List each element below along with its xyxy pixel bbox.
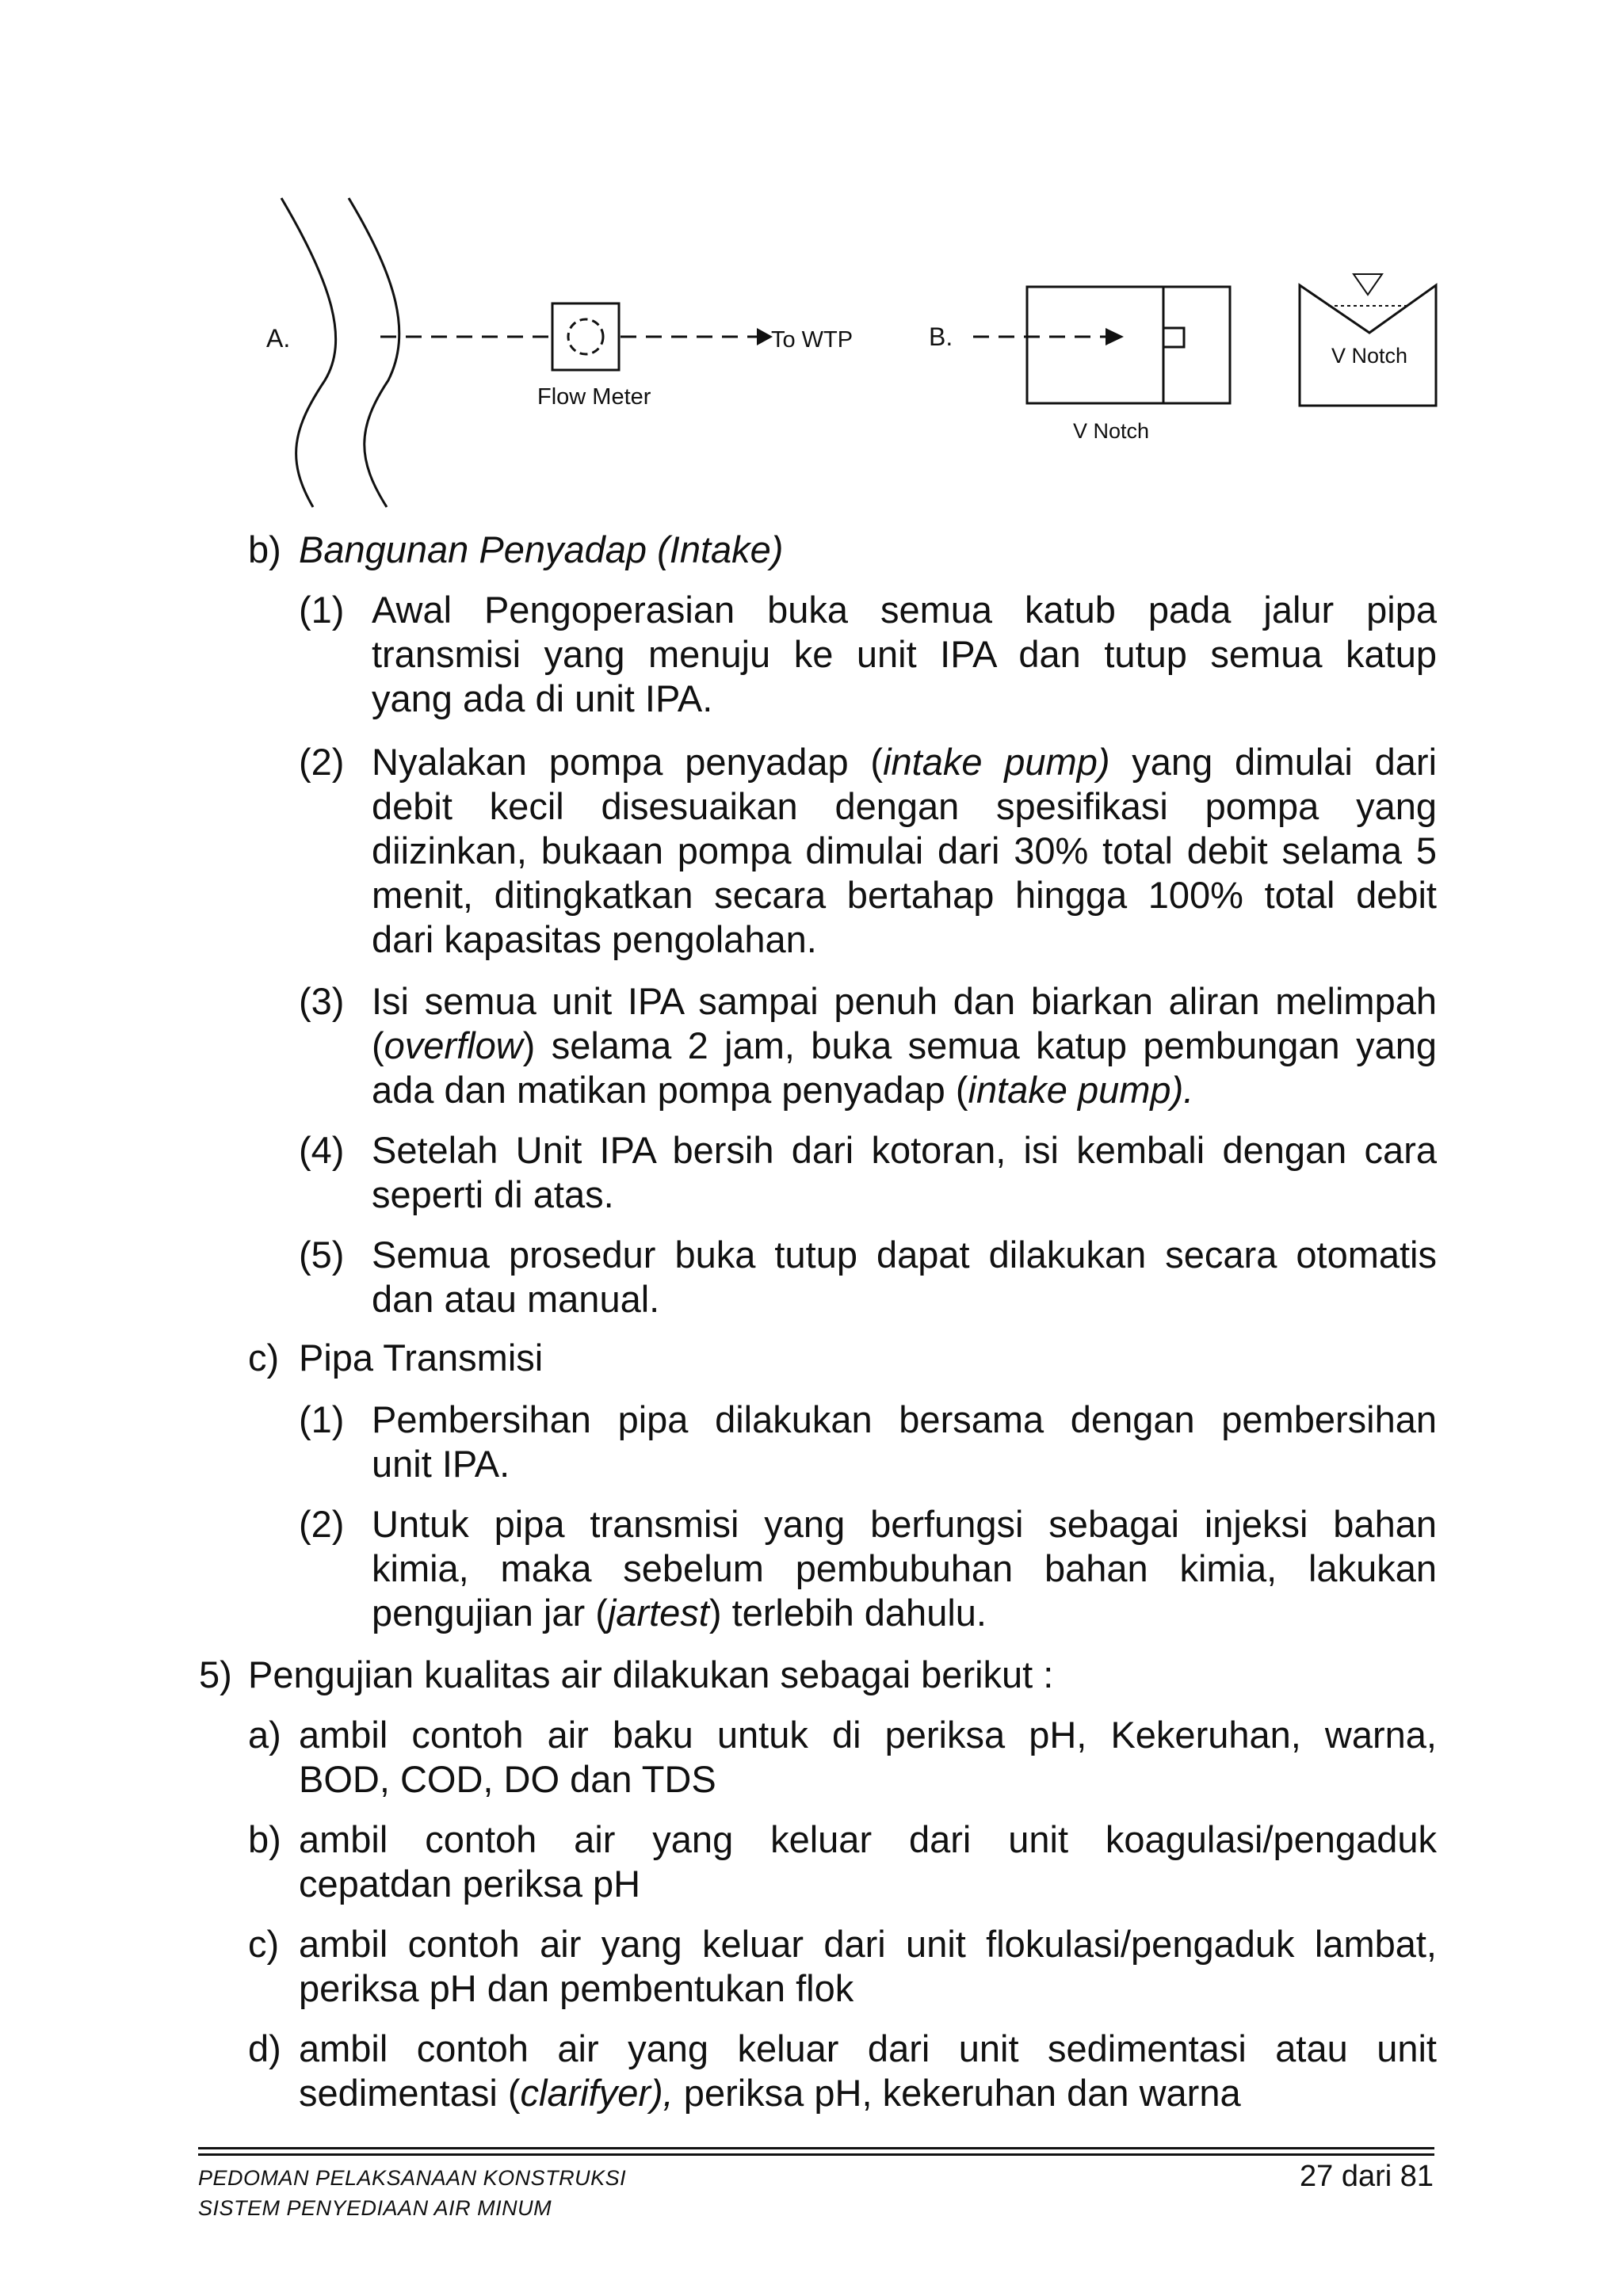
- paragraph-line: sedimentasi (clarifyer), periksa pH, kekeruhan dan warna: [299, 2072, 1241, 2114]
- item-marker: (3): [299, 980, 345, 1022]
- item-marker: d): [248, 2027, 281, 2069]
- paragraph-line: Awal Pengoperasian buka semua katub pada jalur pipa: [372, 589, 1437, 631]
- paragraph-line: debit kecil disesuaikan dengan spesifikasi pompa yang: [372, 785, 1437, 827]
- footer-rule: [198, 2153, 1434, 2156]
- arrow-icon: [757, 328, 773, 345]
- paragraph-line: pengujian jar (jartest) terlebih dahulu.: [372, 1592, 987, 1634]
- intake-diagram: [0, 0, 1623, 539]
- paragraph-line: ambil contoh air yang keluar dari unit flokulasi/pengaduk lambat,: [299, 1923, 1437, 1965]
- section-c-marker: c): [248, 1337, 280, 1379]
- water-level-icon: [1354, 274, 1382, 295]
- flow-meter-label: Flow Meter: [537, 384, 651, 410]
- item-marker: (5): [299, 1234, 345, 1276]
- item-marker: (2): [299, 741, 345, 783]
- flow-meter-box: [552, 303, 619, 370]
- item-marker: (1): [299, 1398, 345, 1440]
- paragraph-line: dan atau manual.: [372, 1278, 660, 1320]
- flow-meter-icon: [568, 319, 603, 354]
- paragraph-line: seperti di atas.: [372, 1173, 614, 1215]
- paragraph-line: ambil contoh air baku untuk di periksa pH, Kekeruhan, warna,: [299, 1714, 1437, 1756]
- footer-subtitle: SISTEM PENYEDIAAN AIR MINUM: [198, 2196, 552, 2220]
- item-marker: a): [248, 1714, 281, 1756]
- paragraph-line: diizinkan, bukaan pompa dimulai dari 30% total debit selama 5: [372, 830, 1437, 871]
- paragraph-line: (overflow) selama 2 jam, buka semua katup pembungan yang: [372, 1024, 1437, 1066]
- v-notch-box-label: V Notch: [1331, 344, 1408, 368]
- paragraph-line: cepatdan periksa pH: [299, 1863, 641, 1905]
- item-marker: (4): [299, 1129, 345, 1171]
- footer-rule: [198, 2147, 1434, 2149]
- v-notch-bottom-label: V Notch: [1073, 419, 1150, 443]
- item-marker: (2): [299, 1503, 345, 1545]
- paragraph-line: Untuk pipa transmisi yang berfungsi sebagai injeksi bahan: [372, 1503, 1437, 1545]
- weir-icon: [1163, 328, 1184, 347]
- item-marker: (1): [299, 589, 345, 631]
- section-b-marker: b): [248, 528, 281, 570]
- footer-title: PEDOMAN PELAKSANAAN KONSTRUKSI: [198, 2166, 627, 2190]
- to-wtp-label: To WTP: [771, 327, 854, 353]
- paragraph-line: Isi semua unit IPA sampai penuh dan biarkan aliran melimpah: [372, 980, 1437, 1022]
- section-5-marker: 5): [199, 1653, 232, 1695]
- page-number: 27 dari 81: [1300, 2160, 1434, 2193]
- paragraph-line: ambil contoh air yang keluar dari unit sedimentasi atau unit: [299, 2027, 1437, 2069]
- label-a: A.: [266, 324, 291, 353]
- river-bank-left: [281, 198, 336, 507]
- arrow-icon: [1106, 328, 1124, 345]
- label-b: B.: [929, 322, 953, 351]
- paragraph-line: Setelah Unit IPA bersih dari kotoran, isi kembali dengan cara: [372, 1129, 1437, 1171]
- river-bank-right: [349, 198, 399, 507]
- section-b-title: Bangunan Penyadap (Intake): [299, 528, 784, 570]
- paragraph-line: Pembersihan pipa dilakukan bersama dengan pembersihan: [372, 1398, 1437, 1440]
- paragraph-line: dari kapasitas pengolahan.: [372, 918, 817, 960]
- section-c-title: Pipa Transmisi: [299, 1337, 544, 1379]
- item-marker: c): [248, 1923, 280, 1965]
- paragraph-line: transmisi yang menuju ke unit IPA dan tutup semua katup: [372, 633, 1437, 675]
- tank-box: [1027, 287, 1230, 403]
- paragraph-line: ambil contoh air yang keluar dari unit koagulasi/pengaduk: [299, 1818, 1437, 1860]
- paragraph-line: Semua prosedur buka tutup dapat dilakukan secara otomatis: [372, 1234, 1437, 1276]
- paragraph-line: periksa pH dan pembentukan flok: [299, 1967, 854, 2009]
- paragraph-line: menit, ditingkatkan secara bertahap hingga 100% total debit: [372, 874, 1437, 916]
- item-marker: b): [248, 1818, 281, 1860]
- section-5-title: Pengujian kualitas air dilakukan sebagai berikut :: [248, 1653, 1054, 1695]
- paragraph-line: kimia, maka sebelum pembubuhan bahan kimia, lakukan: [372, 1547, 1437, 1589]
- paragraph-line: BOD, COD, DO dan TDS: [299, 1758, 716, 1800]
- paragraph-line: ada dan matikan pompa penyadap (intake pump).: [372, 1069, 1194, 1111]
- paragraph-line: yang ada di unit IPA.: [372, 677, 713, 719]
- paragraph-line: Nyalakan pompa penyadap (intake pump) yang dimulai dari: [372, 741, 1438, 783]
- paragraph-line: unit IPA.: [372, 1443, 510, 1485]
